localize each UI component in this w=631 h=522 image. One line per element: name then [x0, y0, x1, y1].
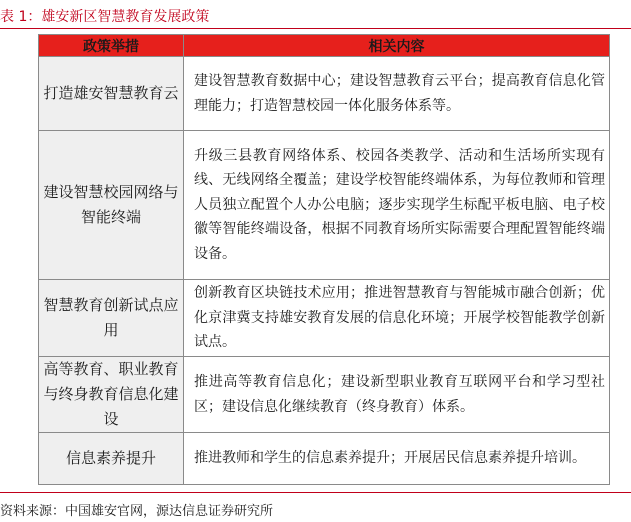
- header-content: 相关内容: [184, 35, 610, 57]
- content-cell: 推进教师和学生的信息素养提升；开展居民信息素养提升培训。: [184, 433, 610, 485]
- content-cell: 升级三县教育网络体系、校园各类教学、活动和生活场所实现有线、无线网络全覆盖；建设学校智能终端体系，为每位教师和管理人员独立配置个人办公电脑；逐步实现学生标配平板电脑、电子校徽等智能终端设备，根据不同教育场所实际需要合理配置智能终端设备。: [184, 131, 610, 280]
- table-caption: 表 1：雄安新区智慧教育发展政策: [0, 9, 210, 25]
- content-cell: 推进高等教育信息化；建设新型职业教育互联网平台和学习型社区；建设信息化继续教育（终身教育）体系。: [184, 357, 610, 433]
- table-row: [39, 131, 610, 280]
- top-divider: [0, 28, 631, 29]
- header-measure: 政策举措: [39, 35, 184, 57]
- table-row: [39, 57, 610, 131]
- measure-cell: 建设智慧校园网络与智能终端: [39, 131, 184, 280]
- bottom-divider: [0, 492, 631, 493]
- table-row: [39, 357, 610, 433]
- measure-cell: 信息素养提升: [39, 433, 184, 485]
- measure-cell: 高等教育、职业教育与终身教育信息化建设: [39, 357, 184, 433]
- table-row: [39, 433, 610, 485]
- header-row: [39, 35, 610, 57]
- content-cell: 建设智慧教育数据中心；建设智慧教育云平台；提高教育信息化管理能力；打造智慧校园一体化服务体系等。: [184, 57, 610, 131]
- measure-cell: 打造雄安智慧教育云: [39, 57, 184, 131]
- content-cell: 创新教育区块链技术应用；推进智慧教育与智能城市融合创新；优化京津冀支持雄安教育发展的信息化环境；开展学校智能教学创新试点。: [184, 280, 610, 357]
- measure-cell: 智慧教育创新试点应用: [39, 280, 184, 357]
- source-note: 资料来源：中国雄安官网，源达信息证券研究所: [0, 504, 274, 519]
- policy-table: [38, 34, 610, 485]
- table-row: [39, 280, 610, 357]
